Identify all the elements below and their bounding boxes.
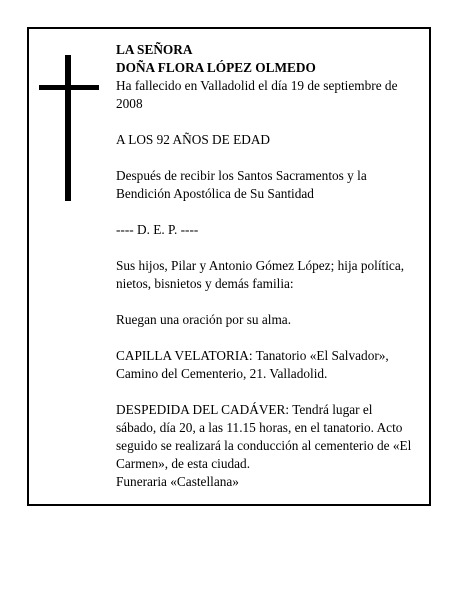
heading-title: LA SEÑORA — [116, 42, 193, 57]
funeral-home: Funeraria «Castellana» — [116, 474, 239, 489]
family-line: Sus hijos, Pilar y Antonio Gómez López; hija política, nietos, bisnietos y demás familia: — [116, 258, 405, 291]
chapel-info: CAPILLA VELATORIA: Tanatorio «El Salvador», Camino del Cementerio, 21. Valladolid. — [116, 348, 389, 381]
deceased-name: DOÑA FLORA LÓPEZ OLMEDO — [116, 60, 316, 75]
rip-line: ---- D. E. P. ---- — [116, 222, 199, 237]
notice-text — [116, 41, 416, 491]
death-statement: Ha fallecido en Valladolid el día 19 de septiembre de 2008 — [116, 78, 398, 111]
cross-vertical-bar — [65, 55, 71, 201]
age-line: A LOS 92 AÑOS DE EDAD — [116, 132, 271, 147]
sacraments-line: Después de recibir los Santos Sacramentos y la Bendición Apostólica de Su Santidad — [116, 168, 367, 201]
obituary-notice — [27, 27, 431, 506]
prayer-request: Ruegan una oración por su alma. — [116, 312, 292, 327]
cross-icon — [39, 55, 99, 201]
cross-horizontal-bar — [39, 85, 99, 90]
farewell-info: DESPEDIDA DEL CADÁVER: Tendrá lugar el sábado, día 20, a las 11.15 horas, en el tanatorio. Acto seguido se realizará la conducción al cementerio de «El Carmen», de esta ciudad. — [116, 402, 412, 471]
